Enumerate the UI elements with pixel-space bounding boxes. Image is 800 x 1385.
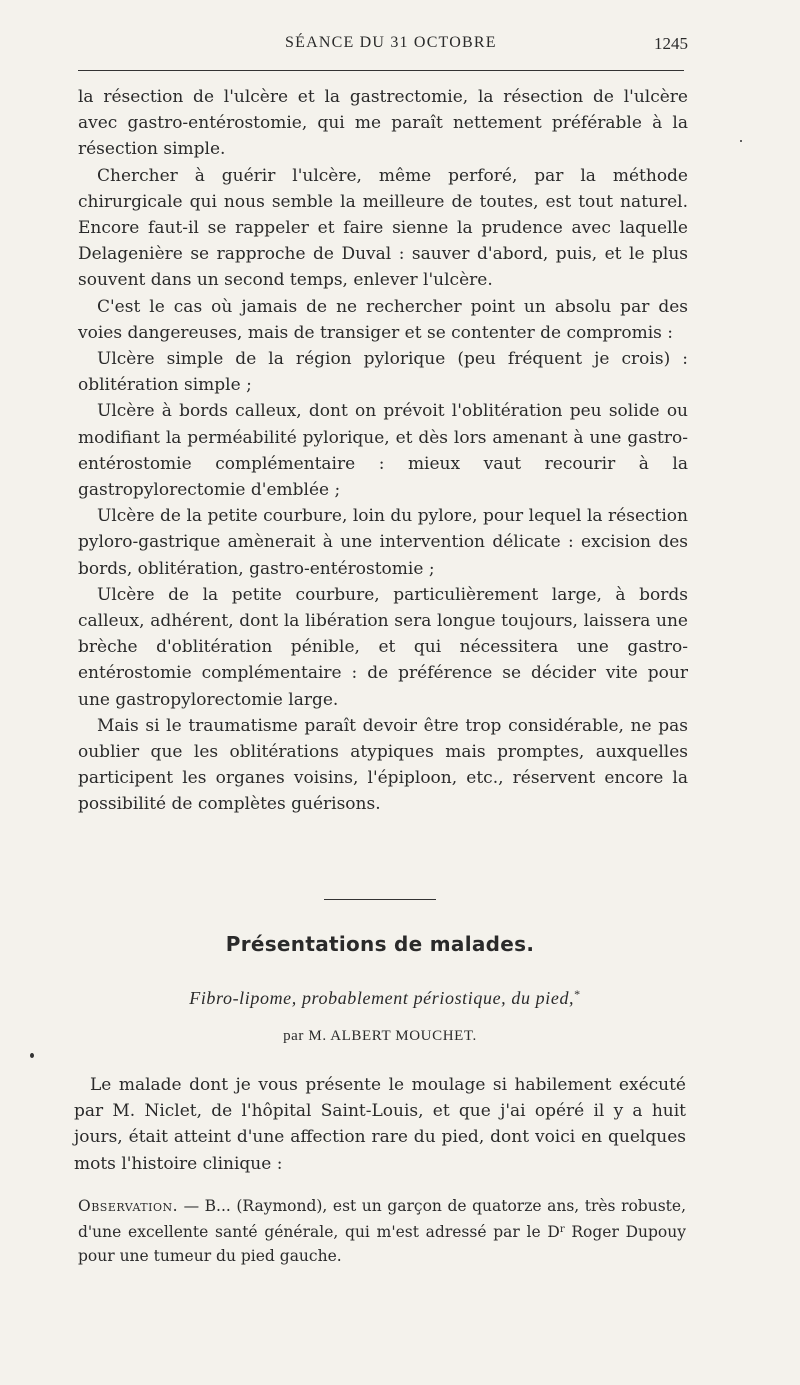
observation-label: Observation. — [78, 1197, 179, 1215]
section-title: Présentations de malades. — [225, 932, 535, 956]
observation-text-end: Roger Dupouy pour une tumeur du pied gauche. — [78, 1223, 686, 1265]
doctor-abbr: D — [547, 1223, 560, 1241]
observation-text: — B... (Raymond), est un garçon de quatorze ans, très robuste, d'une excellente santé générale, qui m'est adressé par le — [78, 1197, 686, 1241]
paragraph: la résection de l'ulcère et la gastrectomie, la résection de l'ulcère avec gastro-entérostomie, qui me paraît nettement préférable à la résection simple. — [78, 87, 688, 160]
header-rule — [78, 70, 684, 71]
doctor-abbr-sup: r — [559, 1224, 565, 1235]
running-title: SÉANCE DU 31 OCTOBRE — [285, 34, 497, 51]
subtitle-text: Fibro-lipome, probablement périostique, du pied, — [189, 988, 575, 1008]
subtitle-footnote-mark: * — [574, 987, 581, 1001]
intro-text — [74, 1072, 686, 1177]
paragraph: Chercher à guérir l'ulcère, même perforé, par la méthode chirurgicale qui nous semble la meilleure de toutes, est tout naturel. Encore faut-il se rappeler et faire sienne la prudence avec laquelle Delagenière se rapproche de Duval : sauver d'abord, puis, et le plus souvent dans un second temps, enlever l'ulcère. — [78, 165, 688, 291]
section-divider — [324, 899, 436, 900]
observation-block — [78, 1194, 686, 1268]
article-subtitle — [0, 987, 770, 1009]
page-number: 1245 — [654, 34, 688, 53]
margin-speck — [740, 140, 742, 142]
paragraph: Mais si le traumatisme paraît devoir être trop considérable, ne pas oublier que les oblitérations atypiques mais promptes, auxquelles participent les organes voisins, l'épiploon, etc., réservent encore la possibilité de complètes guérisons. — [78, 715, 688, 815]
paragraph: Ulcère de la petite courbure, loin du pylore, pour lequel la résection pyloro-gastrique amènerait à une intervention délicate : excision des bords, oblitération, gastro-entérostomie ; — [78, 506, 688, 579]
paragraph: Ulcère simple de la région pylorique (peu fréquent je crois) : oblitération simple ; — [78, 349, 688, 396]
paragraph: Ulcère de la petite courbure, particulièrement large, à bords calleux, adhérent, dont la libération sera longue toujours, laissera une brèche d'oblitération pénible, et qui nécessitera une gastro-entérostomie complémentaire : de préférence se décider vite pour une gastropylorectomie large. — [78, 584, 688, 710]
byline: par M. ALBERT MOUCHET. — [283, 1028, 477, 1044]
paragraph: Le malade dont je vous présente le moulage si habilement exécuté par M. Niclet, de l'hôpital Saint-Louis, et que j'ai opéré il y a huit jours, était atteint d'une affection rare du pied, dont voici en quelques mots l'histoire clinique : — [74, 1075, 686, 1174]
observation-paragraph — [78, 1194, 686, 1268]
paragraph: Ulcère à bords calleux, dont on prévoit l'oblitération peu solide ou modifiant la perméabilité pylorique, et dès lors amenant à une gastro-entérostomie complémentaire : mieux vaut recourir à la gastropylorectomie d'emblée ; — [78, 401, 688, 501]
margin-speck — [30, 1053, 34, 1058]
paragraph: C'est le cas où jamais de ne rechercher point un absolu par des voies dangereuses, mais de transiger et se contenter de compromis : — [78, 296, 688, 343]
body-text — [78, 84, 688, 818]
running-head — [0, 34, 800, 56]
